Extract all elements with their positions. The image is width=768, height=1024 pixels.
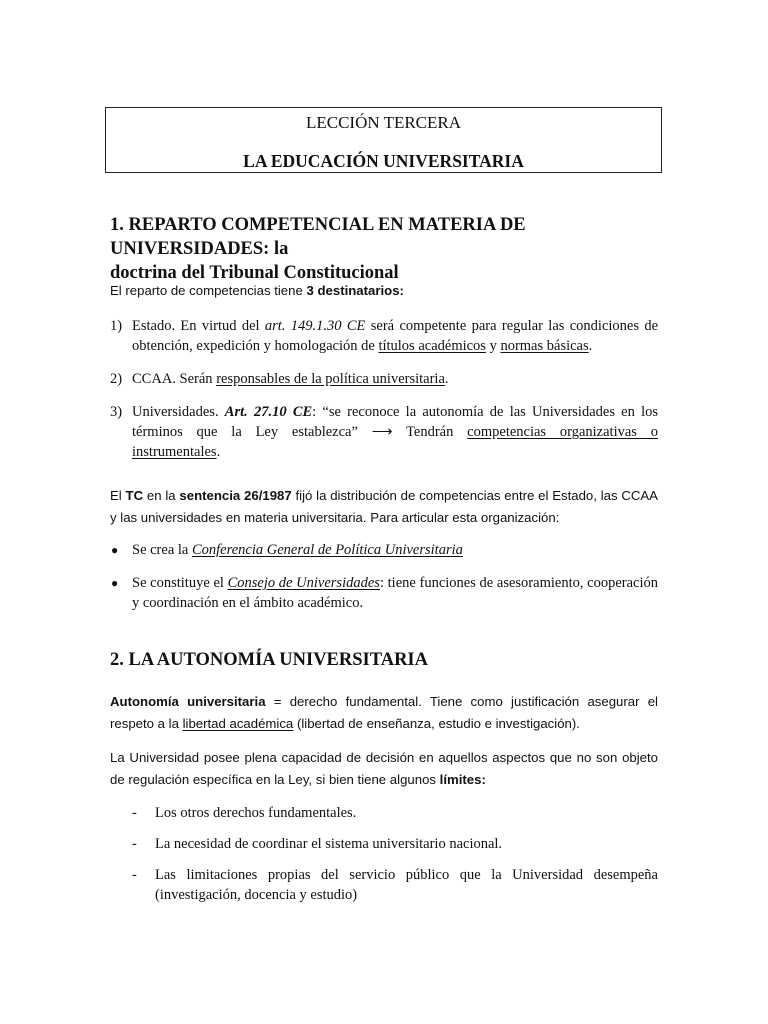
section2-heading: 2. LA AUTONOMÍA UNIVERSITARIA — [110, 650, 428, 670]
dash-item-coordinar: - La necesidad de coordinar el sistema universitario nacional. — [132, 836, 503, 852]
lesson-subtitle: LA EDUCACIÓN UNIVERSITARIA — [243, 151, 524, 171]
dash-item-derechos: - Los otros derechos fundamentales. — [132, 805, 357, 821]
bullet-item-consejo: ● Se constituye el Consejo de Universidades: tiene funciones de asesoramiento, cooperación y coordinación en el ámbito académico. — [111, 575, 658, 611]
tc-paragraph: El TC en la sentencia 26/1987 fijó la distribución de competencias entre el Estado, las CCAA y las universidades en materia universitaria. Para articular esta organización: — [110, 488, 658, 525]
dash-item-limitaciones: - Las limitaciones propias del servicio público que la Universidad desempeña (investigación, docencia y estudio) — [132, 867, 658, 903]
section1-heading-line2: doctrina del Tribunal Constitucional — [110, 263, 399, 283]
limites-paragraph: La Universidad posee plena capacidad de decisión en aquellos aspectos que no son objeto de regulación específica en la Ley, si bien tiene algunos límites: — [110, 750, 658, 787]
list-item-universidades: 3) Universidades. Art. 27.10 CE: “se reconoce la autonomía de las Universidades en los términos que la Ley establezca” ⟶ Tendrán competencias organizativas o instrumentales. — [110, 404, 659, 460]
bullet-item-conferencia: ● Se crea la Conferencia General de Política Universitaria — [111, 542, 463, 558]
lesson-title: LECCIÓN TERCERA — [305, 113, 462, 132]
list-item-estado: 1) Estado. En virtud del art. 149.1.30 CE será competente para regular las condiciones de obtención, expedición y homologación de títulos académicos y normas básicas. — [110, 318, 659, 354]
autonomia-paragraph: Autonomía universitaria = derecho fundamental. Tiene como justificación asegurar el respeto a la libertad académica (libertad de enseñanza, estudio e investigación). — [110, 694, 658, 731]
title-box — [105, 107, 662, 173]
list-item-ccaa: 2) CCAA. Serán responsables de la política universitaria. — [110, 371, 449, 387]
section1-heading — [110, 213, 660, 285]
section1-heading-line1: 1. REPARTO COMPETENCIAL EN MATERIA DE UNIVERSIDADES: la — [110, 215, 526, 259]
section1-intro: El reparto de competencias tiene 3 destinatarios: — [110, 283, 404, 298]
